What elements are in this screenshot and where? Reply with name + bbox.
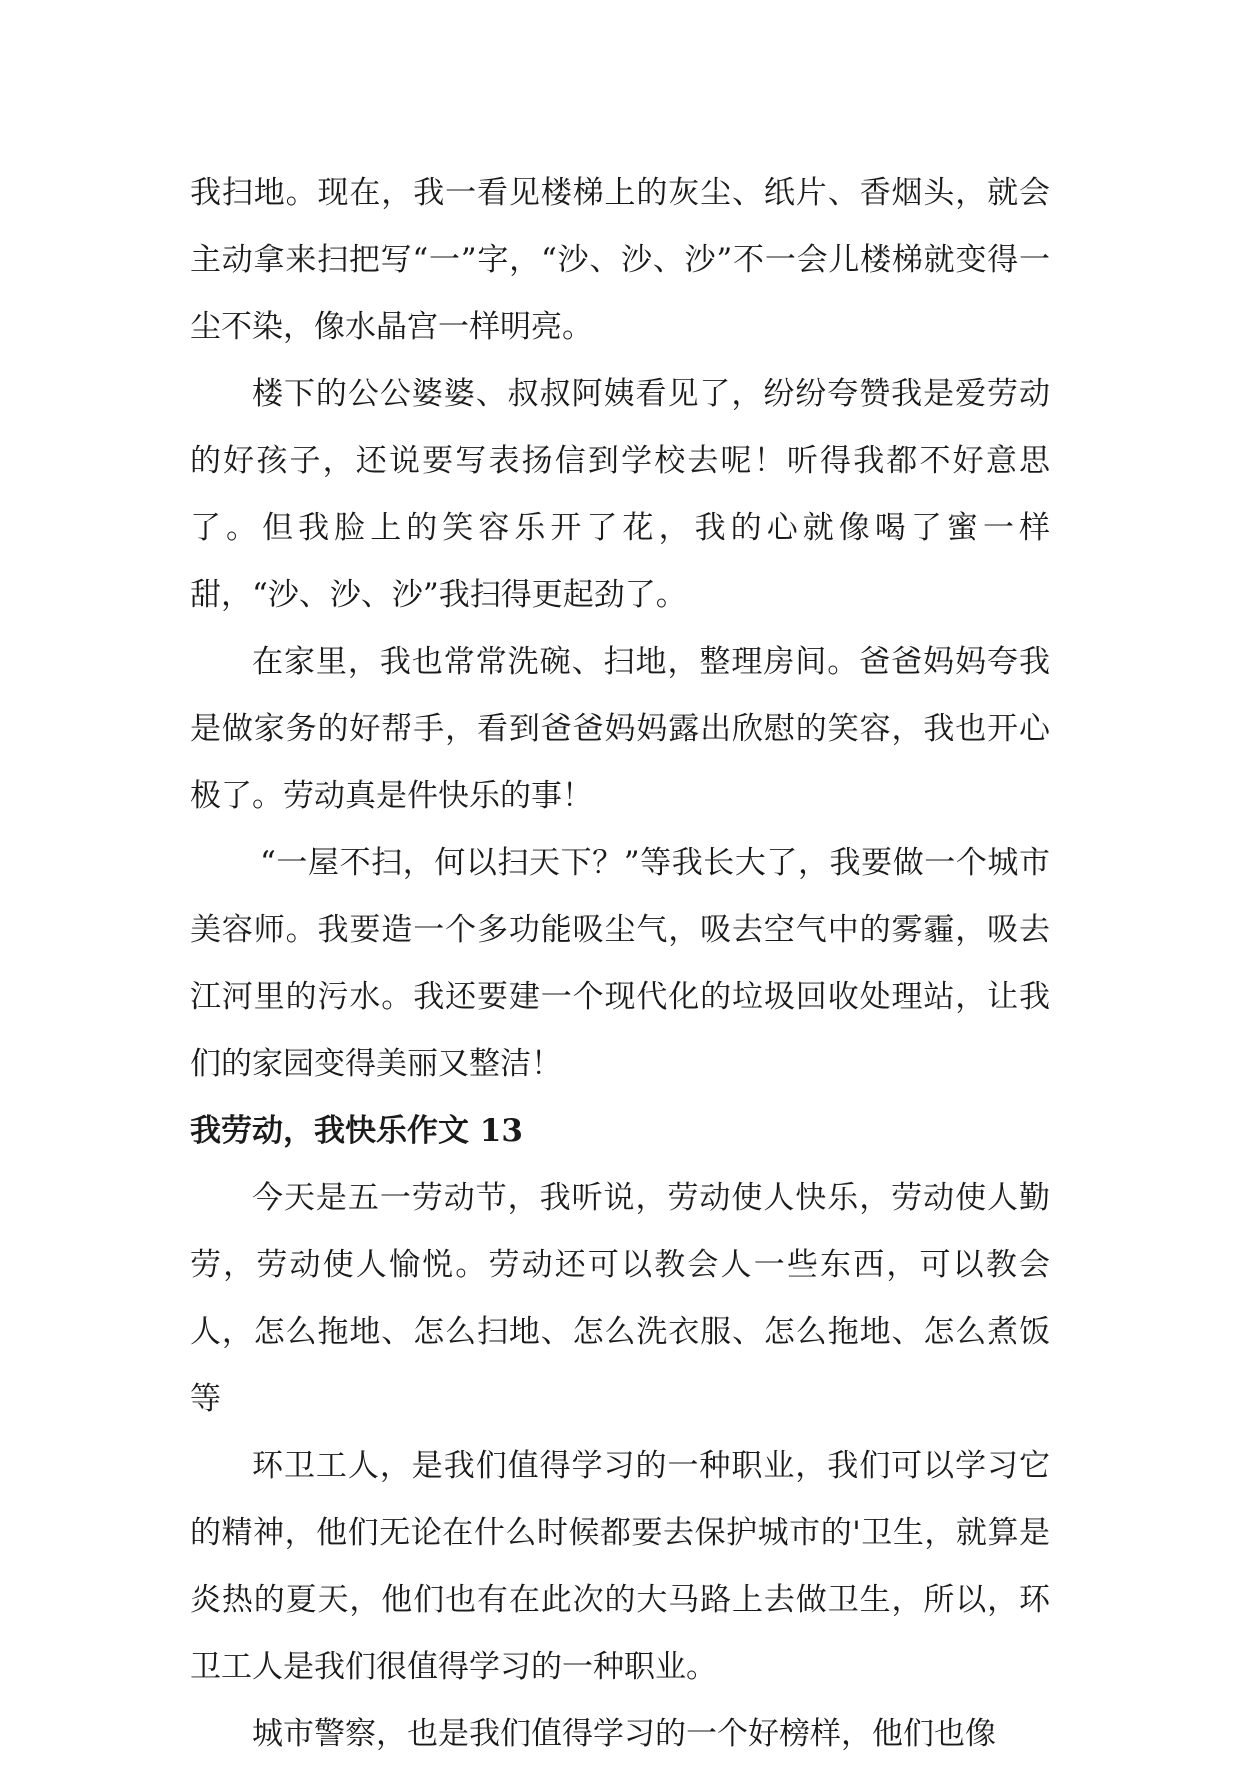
section-title: 我劳动，我快乐作文 13 xyxy=(190,1113,523,1149)
document-body xyxy=(190,160,1050,1768)
paragraph-6: 环卫工人，是我们值得学习的一种职业，我们可以学习它的精神，他们无论在什么时候都要去保护城市的'卫生，就算是炎热的夏天，他们也有在此次的大马路上去做卫生，所以，环卫工人是我们很值得学习的一种职业。 xyxy=(190,1448,1050,1685)
paragraph-2: 楼下的公公婆婆、叔叔阿姨看见了，纷纷夸赞我是爱劳动的好孩子，还说要写表扬信到学校去呢！听得我都不好意思了。但我脸上的笑容乐开了花，我的心就像喝了蜜一样甜，“沙、沙、沙”我扫得更起劲了。 xyxy=(190,376,1050,613)
paragraph-4: “一屋不扫，何以扫天下？”等我长大了，我要做一个城市美容师。我要造一个多功能吸尘气，吸去空气中的雾霾，吸去江河里的污水。我还要建一个现代化的垃圾回收处理站，让我们的家园变得美丽又整洁！ xyxy=(190,845,1050,1082)
paragraph-5: 今天是五一劳动节，我听说，劳动使人快乐，劳动使人勤劳，劳动使人愉悦。劳动还可以教会人一些东西，可以教会人，怎么拖地、怎么扫地、怎么洗衣服、怎么拖地、怎么煮饭等 xyxy=(190,1180,1050,1417)
paragraph-3: 在家里，我也常常洗碗、扫地，整理房间。爸爸妈妈夸我是做家务的好帮手，看到爸爸妈妈露出欣慰的笑容，我也开心极了。劳动真是件快乐的事！ xyxy=(190,644,1050,814)
paragraph-1: 我扫地。现在，我一看见楼梯上的灰尘、纸片、香烟头，就会主动拿来扫把写“一”字，“沙、沙、沙”不一会儿楼梯就变得一尘不染，像水晶宫一样明亮。 xyxy=(190,175,1050,345)
paragraph-7: 城市警察，也是我们值得学习的一个好榜样，他们也像 xyxy=(252,1716,996,1752)
